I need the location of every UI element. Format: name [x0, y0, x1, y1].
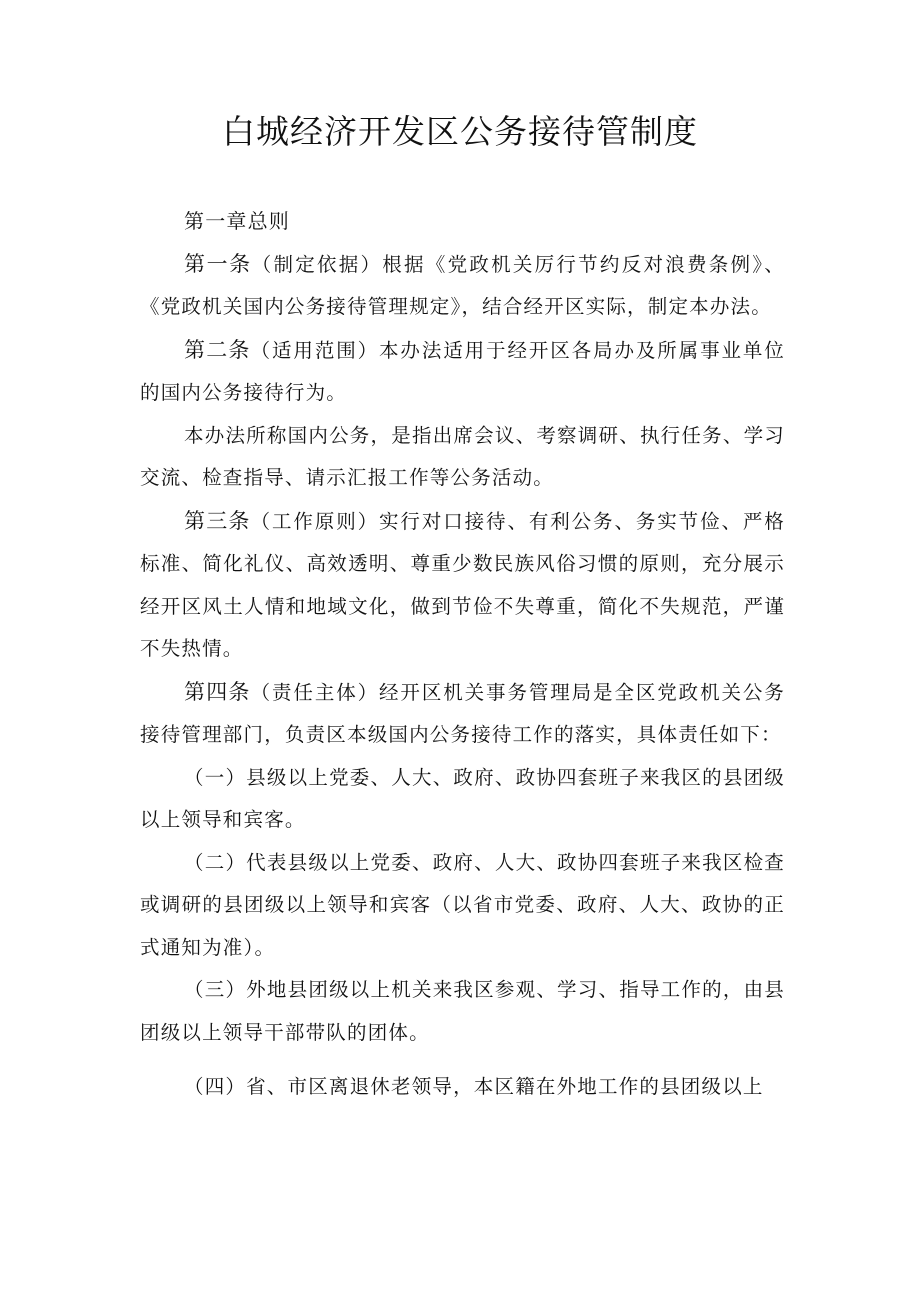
document-body [140, 200, 785, 1109]
article-text: （适用范围）本办法适用于经开区各局办及所属事业单位的国内公务接待行为。 [140, 338, 785, 404]
chapter-heading: 第一章总则 [184, 209, 290, 233]
list-item-2 [140, 842, 785, 970]
list-item-text: （一）县级以上党委、人大、政府、政协四套班子来我区的县团级以上领导和宾客。 [140, 765, 785, 831]
article-label: 第四条 [184, 679, 251, 704]
article-label: 第二条 [184, 337, 251, 362]
list-item-3 [140, 969, 785, 1054]
article-3 [140, 500, 785, 671]
article-label: 第一条 [184, 251, 252, 276]
article-2 [140, 329, 785, 415]
article-label: 第三条 [184, 508, 251, 533]
article-text: （工作原则）实行对口接待、有利公务、务实节俭、严格标准、简化礼仪、高效透明、尊重少数民族风俗习惯的原则，充分展示经开区风土人情和地域文化，做到节俭不失尊重，简化不失规范，严谨不失热情。 [140, 509, 785, 660]
list-item-4 [140, 1066, 785, 1109]
list-item-text: （三）外地县团级以上机关来我区参观、学习、指导工作的，由县团级以上领导干部带队的团体。 [140, 978, 785, 1044]
list-item-text: （二）代表县级以上党委、政府、人大、政协四套班子来我区检查或调研的县团级以上领导和宾客（以省市党委、政府、人大、政协的正式通知为准）。 [140, 850, 785, 959]
article-4 [140, 671, 785, 757]
paragraph-text: 本办法所称国内公务，是指出席会议、考察调研、执行任务、学习交流、检查指导、请示汇报工作等公务活动。 [140, 423, 785, 489]
article-1 [140, 243, 785, 329]
list-item-text: （四）省、市区离退休老领导，本区籍在外地工作的县团级以上 [184, 1075, 764, 1098]
document-title: 白城经济开发区公务接待管制度 [222, 112, 698, 151]
paragraph-public-affairs [140, 415, 785, 500]
list-item-1 [140, 757, 785, 842]
article-text: （责任主体）经开区机关事务管理局是全区党政机关公务接待管理部门，负责区本级国内公务接待工作的落实，具体责任如下： [140, 680, 785, 746]
article-text: （制定依据）根据《党政机关厉行节约反对浪费条例》、《党政机关国内公务接待管理规定》，结合经开区实际，制定本办法。 [140, 252, 785, 318]
